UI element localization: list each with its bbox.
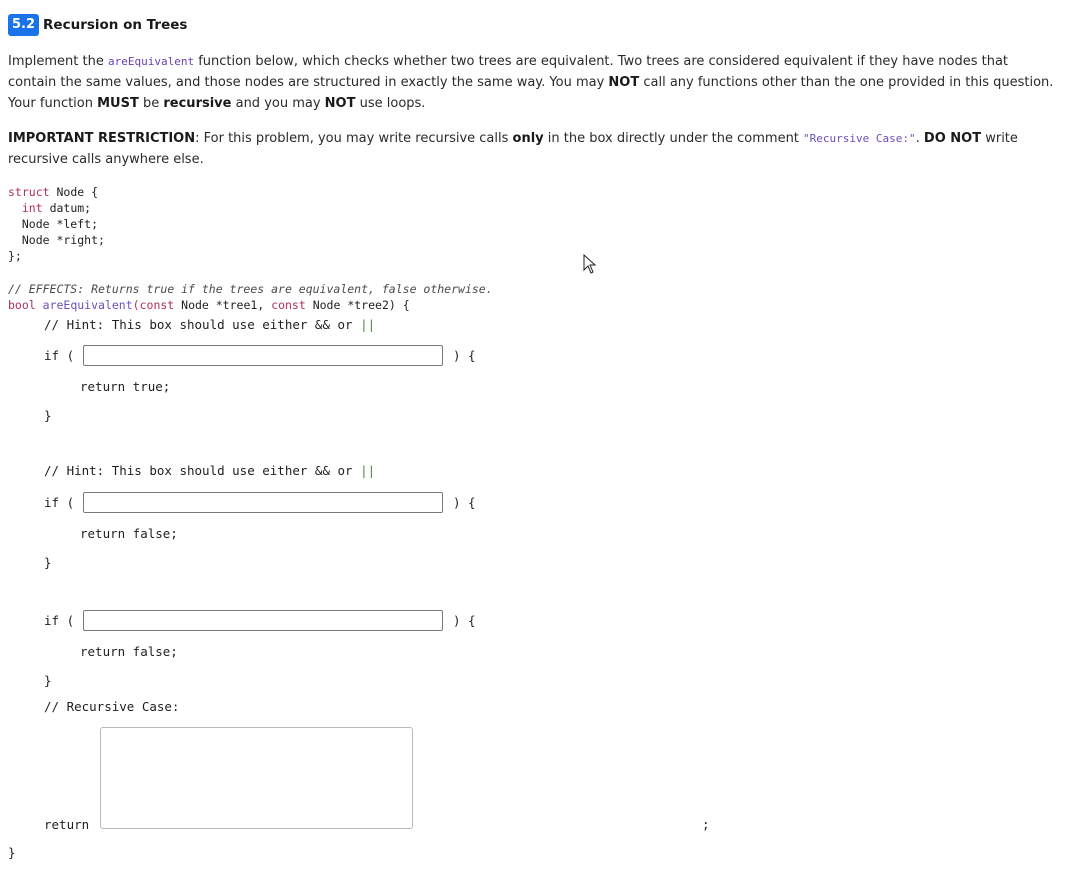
return-keyword: return [44,817,90,832]
function-name-inline: areEquivalent [107,55,195,68]
hint-comment-2: // Hint: This box should use either && or || [44,463,376,478]
semicolon: ; [702,817,710,832]
section-header [8,14,187,36]
condition-input-2[interactable] [83,492,443,513]
if-keyword-3: if ( [44,613,75,628]
intro-paragraph: Implement the areEquivalent function below, which checks whether two trees are equivalent. Two trees are considered equivalent if they have nodes that contain the same values, and those nodes are structured in exactly the same way. You may NOT call any functions other than the one provided in this question. Your function MUST be recursive and you may NOT use loops. [8,54,1054,111]
effects-comment: // EFFECTS: Returns true if the trees are equivalent, false otherwise. [8,282,493,296]
recursive-case-input[interactable] [100,727,413,829]
close-brace-3: } [44,673,52,688]
mouse-pointer-icon [583,254,597,274]
if-keyword-1: if ( [44,348,75,363]
return-true-statement: return true; [80,379,171,394]
if-close-3: ) { [453,613,476,628]
section-number-badge: 5.2 [8,14,39,36]
condition-input-1[interactable] [83,345,443,366]
struct-definition: struct Node { int datum; Node *left; Node *right; }; [8,185,105,263]
function-signature: bool areEquivalent(const Node *tree1, const Node *tree2) { [8,298,410,312]
if-close-2: ) { [453,495,476,510]
hint-comment-1: // Hint: This box should use either && or || [44,317,376,332]
if-keyword-2: if ( [44,495,75,510]
restriction-paragraph: IMPORTANT RESTRICTION: For this problem, you may write recursive calls only in the box directly under the comment "Recursive Case:". DO NOT write recursive calls anywhere else. [8,131,1018,167]
return-false-statement-2: return false; [80,644,178,659]
if-close-1: ) { [453,348,476,363]
condition-input-3[interactable] [83,610,443,631]
close-brace-1: } [44,408,52,423]
function-close-brace: } [8,845,16,860]
section-title: Recursion on Trees [43,17,188,33]
close-brace-2: } [44,555,52,570]
return-false-statement-1: return false; [80,526,178,541]
recursive-case-comment: // Recursive Case: [44,699,180,714]
